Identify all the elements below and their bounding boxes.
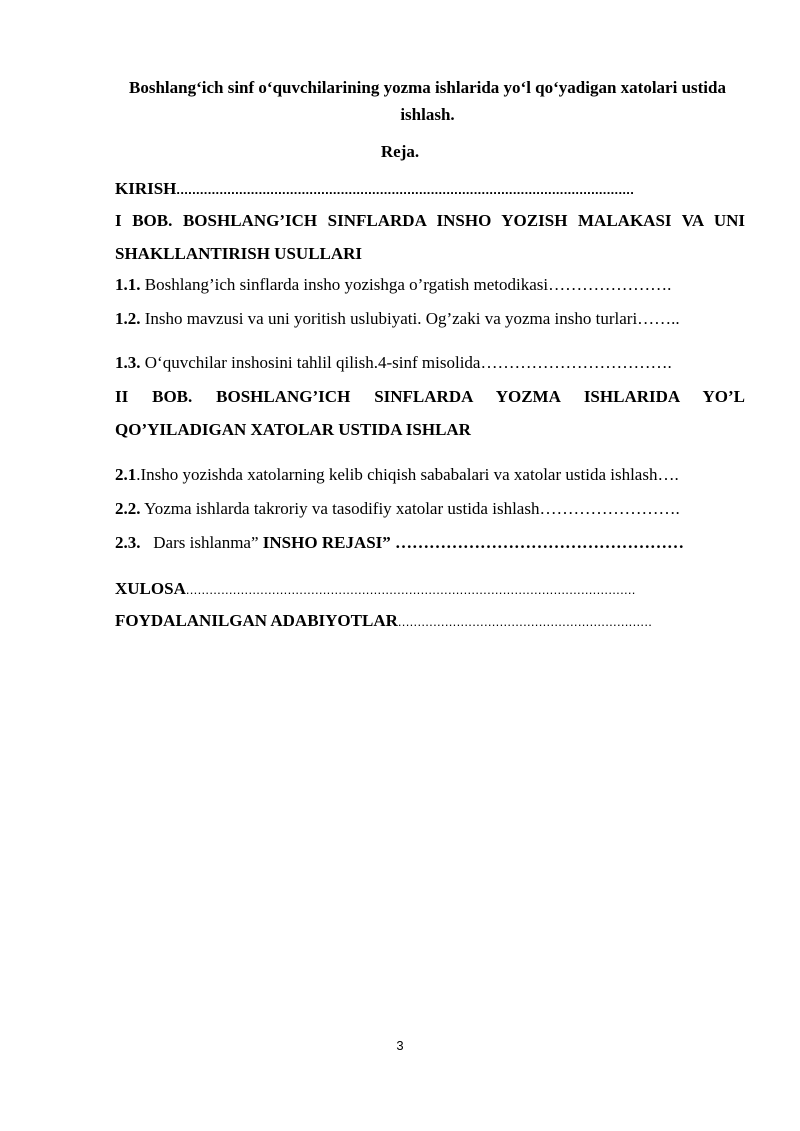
toc-references (115, 608, 745, 635)
page-number: 3 (396, 1038, 404, 1053)
toc-intro (115, 176, 745, 203)
plan-heading: Reja. (380, 142, 420, 161)
toc-section-1-1-number: 1.1. (115, 275, 141, 294)
toc-references-label: FOYDALANILGAN ADABIYOTLAR (115, 611, 398, 630)
toc-section-1-1-text: Boshlang’ich sinflarda insho yozishga o’rgatish metodikasi…………………. (140, 275, 672, 294)
toc-intro-leader: ..................................................................................................................... (176, 182, 635, 197)
toc-section-2-2-text: Yozma ishlarda takroriy va tasodifiy xatolar ustida ishlash……………………. (140, 499, 680, 518)
toc-section-2-2 (115, 496, 745, 522)
toc-chapter-2: II BOB. BOSHLANG’ICH SINFLARDA YOZMA ISHLARIDA YO’L QO’YILADIGAN XATOLAR USTIDA ISHLAR (115, 387, 745, 439)
toc-section-2-2-number: 2.2. (115, 499, 141, 518)
page-title: Boshlang‘ich sinf o‘quvchilarining yozma ishlarida yo‘l qo‘yadigan xatolari ustida ishlash. (129, 78, 726, 124)
toc-section-2-3-number: 2.3. (115, 533, 141, 552)
toc-section-1-3 (115, 350, 745, 376)
toc-conclusion-leader: ................................................................................................................... (185, 582, 636, 597)
toc-section-1-3-text: O‘quvchilar inshosini tahlil qilish.4-sinf misolida……………………………. (140, 353, 672, 372)
toc-section-2-3 (115, 530, 745, 556)
toc-section-1-1 (115, 272, 745, 298)
toc-section-1-2-number: 1.2. (115, 309, 141, 328)
toc-section-2-1-number: 2.1 (115, 465, 137, 484)
toc-references-leader: ................................................................. (397, 614, 653, 629)
toc-section-2-3-bold-text: INSHO REJASI” …………………………………………… (262, 533, 685, 552)
toc-section-2-1 (115, 462, 745, 488)
toc-section-2-1-text: .Insho yozishda xatolarning kelib chiqish sababalari va xatolar ustida ishlash…. (136, 465, 679, 484)
toc-chapter-1: I BOB. BOSHLANG’ICH SINFLARDA INSHO YOZISH MALAKASI VA UNI SHAKLLANTIRISH USULLARI (115, 211, 745, 263)
toc-conclusion (115, 576, 745, 603)
toc-section-1-2-text: Insho mavzusi va uni yoritish uslubiyati. Og’zaki va yozma insho turlari…….. (140, 309, 680, 328)
toc-section-1-2 (115, 306, 745, 332)
toc-section-2-3-text: Dars ishlanma” (140, 533, 263, 552)
toc-section-1-3-number: 1.3. (115, 353, 141, 372)
toc-intro-label: KIRISH (115, 179, 177, 198)
toc-conclusion-label: XULOSA (115, 579, 186, 598)
